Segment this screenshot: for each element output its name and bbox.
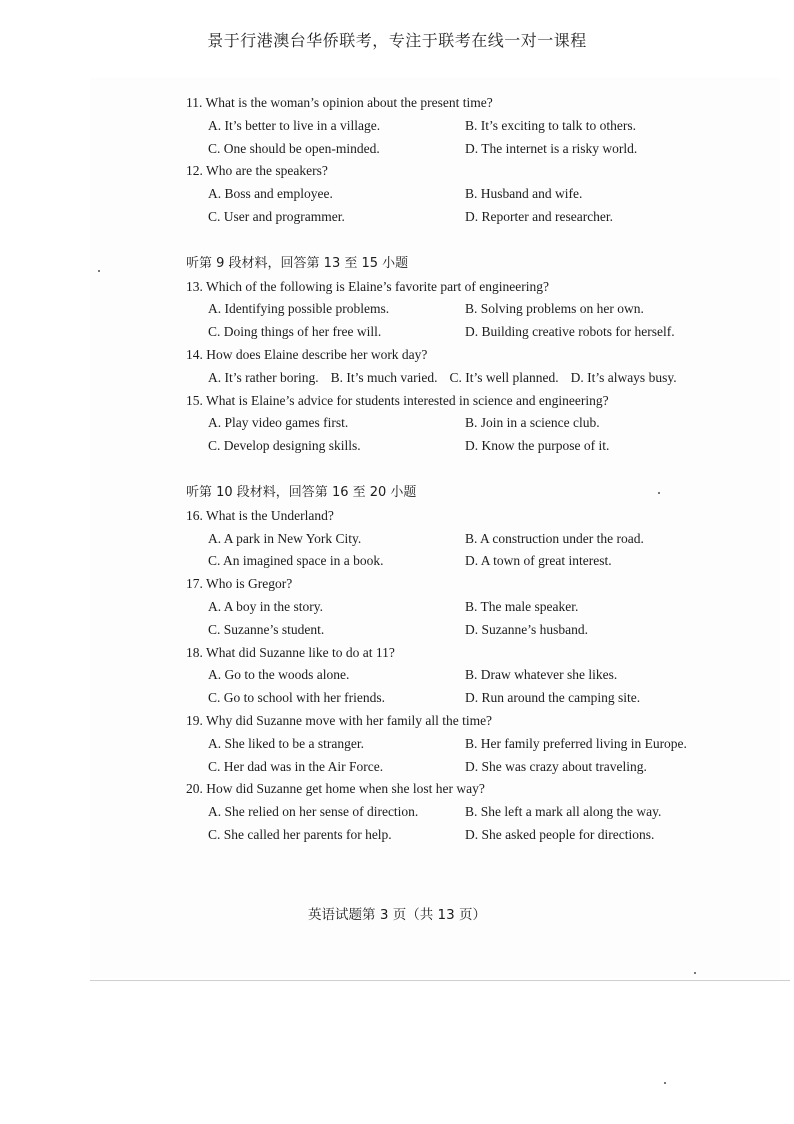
option-row [178,367,738,390]
option: C. She called her parents for help. [208,826,392,842]
question-item [178,276,738,344]
option: A. A park in New York City. [208,530,362,546]
option: B. She left a mark all along the way. [465,804,662,820]
option: C. Doing things of her free will. [208,324,382,340]
site-banner: 景于行港澳台华侨联考，专注于联考在线一对一课程 [207,31,587,50]
question-group [178,505,738,847]
option: D. Run around the camping site. [465,690,641,706]
options-grid [178,596,738,642]
options-grid [178,298,738,344]
question-item [178,710,738,778]
option: B. The male speaker. [465,598,579,614]
question-text: 16. What is the Underland? [186,507,334,523]
option: C. An imagined space in a book. [208,553,384,569]
option: A. Go to the woods alone. [208,667,350,683]
options-grid [178,664,738,710]
option: C. It’s well planned. [449,369,559,385]
question-text: 20. How did Suzanne get home when she lost her way? [186,781,485,797]
scan-speck [98,270,100,272]
question-item [178,642,738,710]
option: C. Develop designing skills. [208,438,361,454]
options-grid [178,183,738,229]
option: A. It’s rather boring. [208,369,319,385]
option: A. It’s better to live in a village. [208,117,381,133]
option: B. Husband and wife. [465,186,583,202]
option: D. She was crazy about traveling. [465,758,647,774]
option: A. Boss and employee. [208,186,333,202]
option: B. Solving problems on her own. [465,301,644,317]
option: B. Draw whatever she likes. [465,667,618,683]
scan-speck [694,972,696,974]
options-grid [178,115,738,161]
section-heading: 听第 10 段材料，回答第 16 至 20 小题 [186,484,417,500]
option: D. Building creative robots for herself. [465,324,675,340]
option: A. Identifying possible problems. [208,301,390,317]
question-text: 12. Who are the speakers? [186,163,328,179]
question-text: 15. What is Elaine’s advice for students interested in science and engineering? [186,392,609,408]
option: B. It’s exciting to talk to others. [465,117,636,133]
question-item [178,573,738,641]
option: C. User and programmer. [208,208,345,224]
exam-content [178,92,738,847]
option: B. A construction under the road. [465,530,644,546]
option: D. A town of great interest. [465,553,612,569]
question-text: 17. Who is Gregor? [186,576,293,592]
question-item [178,92,738,160]
option: D. The internet is a risky world. [465,140,638,156]
question-text: 18. What did Suzanne like to do at 11? [186,644,395,660]
option: C. Suzanne’s student. [208,621,325,637]
question-text: 14. How does Elaine describe her work day? [186,346,428,362]
option: D. Know the purpose of it. [465,438,610,454]
page-edge [90,980,790,981]
option: A. She liked to be a stranger. [208,735,364,751]
option: B. Join in a science club. [465,415,600,431]
option: D. She asked people for directions. [465,826,655,842]
question-text: 13. Which of the following is Elaine’s favorite part of engineering? [186,278,550,294]
question-item [178,390,738,458]
option: B. It’s much varied. [330,369,438,385]
question-group [178,92,738,229]
option: C. Go to school with her friends. [208,690,385,706]
option: A. A boy in the story. [208,598,324,614]
question-item [178,344,738,390]
option: B. Her family preferred living in Europe. [465,735,687,751]
option: D. It’s always busy. [570,369,677,385]
option: C. Her dad was in the Air Force. [208,758,384,774]
question-item [178,778,738,846]
options-grid [178,733,738,779]
question-item [178,505,738,573]
question-text: 11. What is the woman’s opinion about the present time? [186,95,493,110]
question-group [178,276,738,344]
scan-speck [658,492,660,494]
option: A. Play video games first. [208,415,349,431]
option: C. One should be open-minded. [208,140,380,156]
scan-speck [664,1082,666,1084]
question-item [178,160,738,228]
option: D. Suzanne’s husband. [465,621,588,637]
options-grid [178,412,738,458]
option: D. Reporter and researcher. [465,208,614,224]
options-grid [178,801,738,847]
options-grid [178,528,738,574]
section-heading: 听第 9 段材料，回答第 13 至 15 小题 [186,255,409,271]
page-footer: 英语试题第 3 页（共 13 页） [308,907,486,923]
option: A. She relied on her sense of direction. [208,804,419,820]
question-group [178,390,738,458]
question-text: 19. Why did Suzanne move with her family all the time? [186,712,493,728]
